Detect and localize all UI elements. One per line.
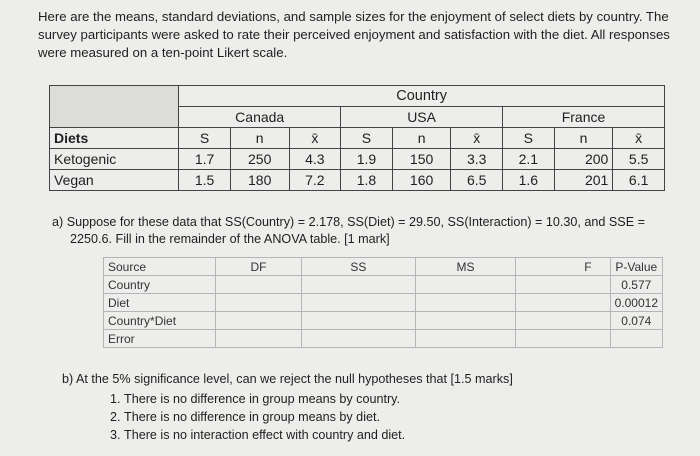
country-usa: USA	[341, 107, 503, 128]
question-b-text: b) At the 5% significance level, can we reject the null hypotheses that [1.5 marks]	[62, 372, 513, 386]
table-row	[104, 276, 663, 294]
anova-df-cell[interactable]	[216, 312, 302, 330]
anova-ms-cell[interactable]	[415, 330, 515, 348]
anova-f-cell[interactable]	[516, 276, 611, 294]
anova-source: Country*Diet	[104, 312, 216, 330]
anova-ss-cell[interactable]	[301, 330, 415, 348]
anova-header-f: F	[516, 258, 611, 276]
anova-header-source: Source	[104, 258, 216, 276]
anova-df-cell[interactable]	[216, 276, 302, 294]
country-canada: Canada	[179, 107, 341, 128]
table-cell: 3.3	[451, 149, 503, 170]
anova-ms-cell[interactable]	[415, 294, 515, 312]
table-row	[104, 312, 663, 330]
table-row	[50, 170, 665, 191]
anova-source: Country	[104, 276, 216, 294]
table-cell: 6.1	[613, 170, 665, 191]
stat-header: S	[341, 128, 393, 149]
corner-cell	[50, 86, 179, 107]
table-row	[104, 294, 663, 312]
anova-source: Diet	[104, 294, 216, 312]
table-cell: 160	[392, 170, 451, 191]
stat-header: n	[554, 128, 613, 149]
anova-ss-cell[interactable]	[301, 294, 415, 312]
stat-header: x̄	[451, 128, 503, 149]
diets-header: Diets	[50, 128, 179, 149]
corner-cell	[50, 107, 179, 128]
table-cell: 150	[392, 149, 451, 170]
stat-header: S	[503, 128, 555, 149]
table-cell: 1.8	[341, 170, 393, 191]
anova-pvalue: 0.577	[610, 276, 662, 294]
question-a-line1: a) Suppose for these data that SS(Country) = 2.178, SS(Diet) = 29.50, SS(Interaction) = 10.30, and SSE =	[52, 215, 645, 229]
question-a-line2: 2250.6. Fill in the remainder of the ANOVA table. [1 mark]	[70, 232, 390, 246]
anova-df-cell[interactable]	[216, 294, 302, 312]
table-cell: 201	[554, 170, 613, 191]
table-row	[104, 330, 663, 348]
anova-header-ms: MS	[415, 258, 515, 276]
table-cell: 7.2	[289, 170, 341, 191]
table-row	[50, 128, 665, 149]
question-a	[52, 214, 682, 248]
stat-header: x̄	[289, 128, 341, 149]
anova-pvalue: 0.00012	[610, 294, 662, 312]
table-row	[50, 86, 665, 107]
table-cell: 5.5	[613, 149, 665, 170]
table-cell: 180	[230, 170, 289, 191]
table-cell: 2.1	[503, 149, 555, 170]
list-item: 1. There is no difference in group means by country.	[124, 390, 662, 408]
anova-ss-cell[interactable]	[301, 312, 415, 330]
anova-ss-cell[interactable]	[301, 276, 415, 294]
anova-table	[103, 257, 663, 348]
anova-header-df: DF	[216, 258, 302, 276]
stat-header: S	[179, 128, 231, 149]
anova-f-cell[interactable]	[516, 330, 611, 348]
table-cell: 1.6	[503, 170, 555, 191]
table-cell: 1.5	[179, 170, 231, 191]
stat-header: n	[392, 128, 451, 149]
anova-ms-cell[interactable]	[415, 276, 515, 294]
question-b	[62, 370, 662, 444]
list-item: 2. There is no difference in group means by diet.	[124, 408, 662, 426]
table-cell: 200	[554, 149, 613, 170]
table-row	[50, 107, 665, 128]
anova-f-cell[interactable]	[516, 294, 611, 312]
table-cell: 4.3	[289, 149, 341, 170]
list-item: 3. There is no interaction effect with country and diet.	[124, 426, 662, 444]
anova-f-cell[interactable]	[516, 312, 611, 330]
table-row	[50, 149, 665, 170]
country-france: France	[503, 107, 665, 128]
anova-pvalue: 0.074	[610, 312, 662, 330]
table-cell: 6.5	[451, 170, 503, 191]
diet-label: Ketogenic	[50, 149, 179, 170]
stat-header: n	[230, 128, 289, 149]
anova-ms-cell[interactable]	[415, 312, 515, 330]
anova-source: Error	[104, 330, 216, 348]
table-cell: 250	[230, 149, 289, 170]
table-cell: 1.7	[179, 149, 231, 170]
hypothesis-list	[62, 390, 662, 444]
anova-header-pvalue: P-Value	[610, 258, 662, 276]
anova-df-cell[interactable]	[216, 330, 302, 348]
anova-pvalue	[610, 330, 662, 348]
diet-label: Vegan	[50, 170, 179, 191]
anova-header-ss: SS	[301, 258, 415, 276]
stat-header: x̄	[613, 128, 665, 149]
diet-stats-table	[49, 85, 665, 191]
country-group-header: Country	[179, 86, 665, 107]
intro-paragraph: Here are the means, standard deviations, and sample sizes for the enjoyment of select diets by country. The survey participants were asked to rate their perceived enjoyment and satisfaction with the diet. All responses were measured on a ten-point Likert scale.	[38, 9, 670, 60]
table-cell: 1.9	[341, 149, 393, 170]
table-row	[104, 258, 663, 276]
